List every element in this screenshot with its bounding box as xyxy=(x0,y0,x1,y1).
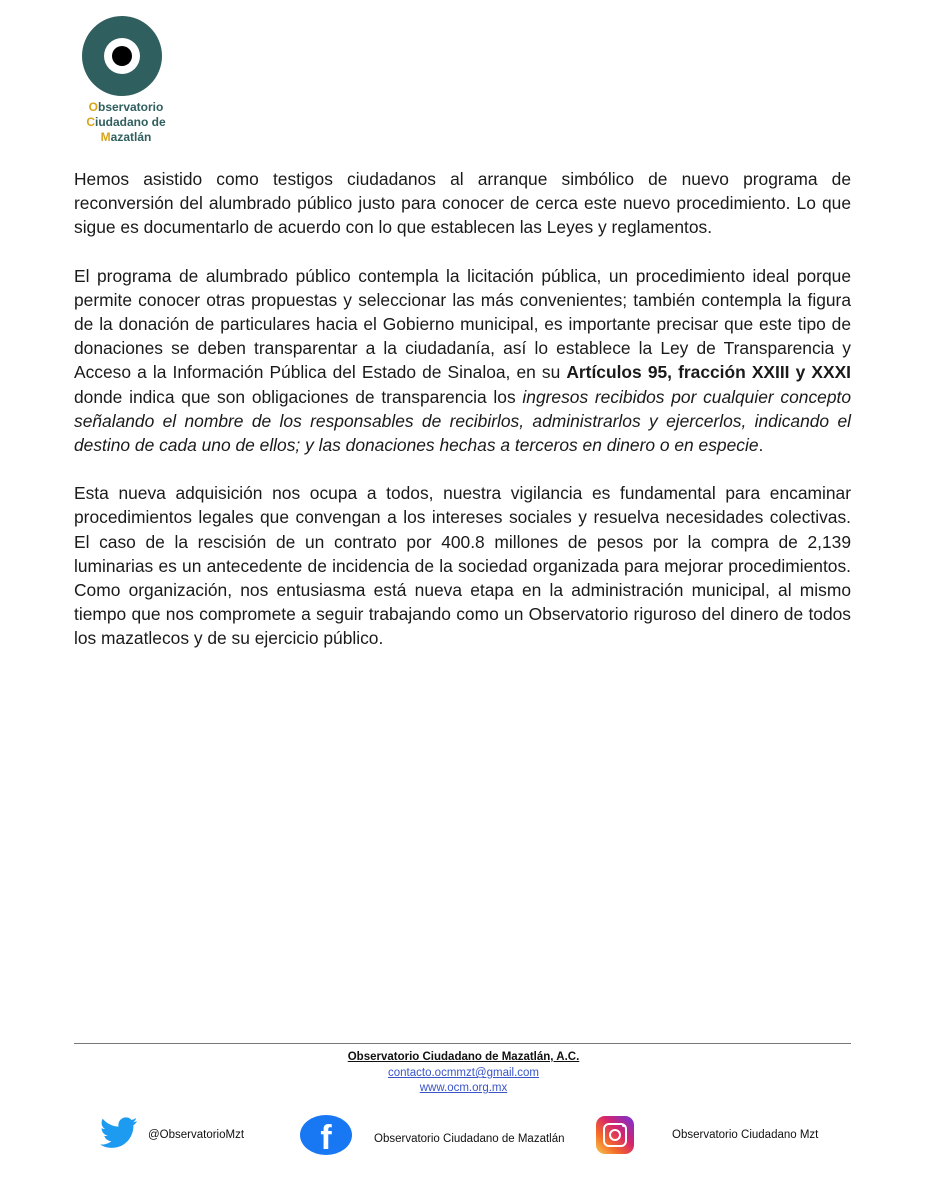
footer-org-name: Observatorio Ciudadano de Mazatlán, A.C. xyxy=(347,1051,580,1063)
document-body xyxy=(74,167,851,675)
footer-divider xyxy=(74,1043,851,1044)
paragraph-2: El programa de alumbrado público contempla la licitación pública, un procedimiento ideal porque permite conocer otras propuestas y seleccionar las más convenientes; también contempla la figura de la donación de particulares hacia el Gobierno municipal, es importante precisar que este tipo de donaciones se deben transparentar a la ciudadanía, así lo establece la Ley de Transparencia y Acceso a la Información Pública del Estado de Sinaloa, en su Artículos 95, fracción XXIII y XXXI donde indica que son obligaciones de transparencia los ingresos recibidos por cualquier concepto señalando el nombre de los responsables de recibirlos, administrarlos y ejercerlos, indicando el destino de cada uno de ellos; y las donaciones hechas a terceros en dinero o en especie. xyxy=(74,265,852,456)
paragraph-1: Hemos asistido como testigos ciudadanos al arranque simbólico de nuevo programa de reconversión del alumbrado público justo para conocer de cerca este nuevo procedimiento. Lo que sigue es documentarlo de acuerdo con lo que establecen las Leyes y reglamentos. xyxy=(74,169,851,238)
facebook-page-name: Observatorio Ciudadano de Mazatlán xyxy=(374,1133,565,1145)
logo-text: Observatorio Ciudadano de Mazatlán xyxy=(86,100,166,144)
law-quote: ingresos recibidos por cualquier concepto señalando el nombre de los responsables de recibirlos, administrarlos y ejercerlos, indicando el destino de cada uno de ellos; y las donaciones hechas a terceros en dinero o en especie xyxy=(74,386,852,456)
facebook-contact[interactable] xyxy=(300,1114,565,1156)
instagram-account-name: Observatorio Ciudadano Mzt xyxy=(672,1129,819,1141)
twitter-bird-icon xyxy=(100,1117,138,1154)
twitter-contact[interactable] xyxy=(100,1114,244,1156)
footer-website-link[interactable]: www.ocm.org.mx xyxy=(419,1082,508,1094)
eye-pupil xyxy=(112,46,132,66)
law-articles-reference: Artículos 95, fracción XXIII y XXXI xyxy=(566,362,851,383)
instagram-icon xyxy=(596,1116,634,1154)
paragraph-3: Esta nueva adquisición nos ocupa a todos, nuestra vigilancia es fundamental para encaminar procedimientos legales que convengan a los intereses sociales y resuelva necesidades colectivas. El caso de la rescisión de un contrato por 400.8 millones de pesos por la compra de 2,139 luminarias es un antecedente de incidencia de la sociedad organizada para mejorar procedimientos. Como organización, nos entusiasma está nueva etapa en la administración municipal, al mismo tiempo que nos compromete a seguir trabajando como un Observatorio riguroso del dinero de todos los mazatlecos y de su ejercicio público. xyxy=(74,483,851,649)
instagram-contact[interactable] xyxy=(594,1114,634,1156)
footer-email-link[interactable]: contacto.ocmmzt@gmail.com xyxy=(388,1067,539,1079)
facebook-icon: f xyxy=(300,1115,352,1155)
twitter-handle: @ObservatorioMzt xyxy=(148,1129,245,1141)
